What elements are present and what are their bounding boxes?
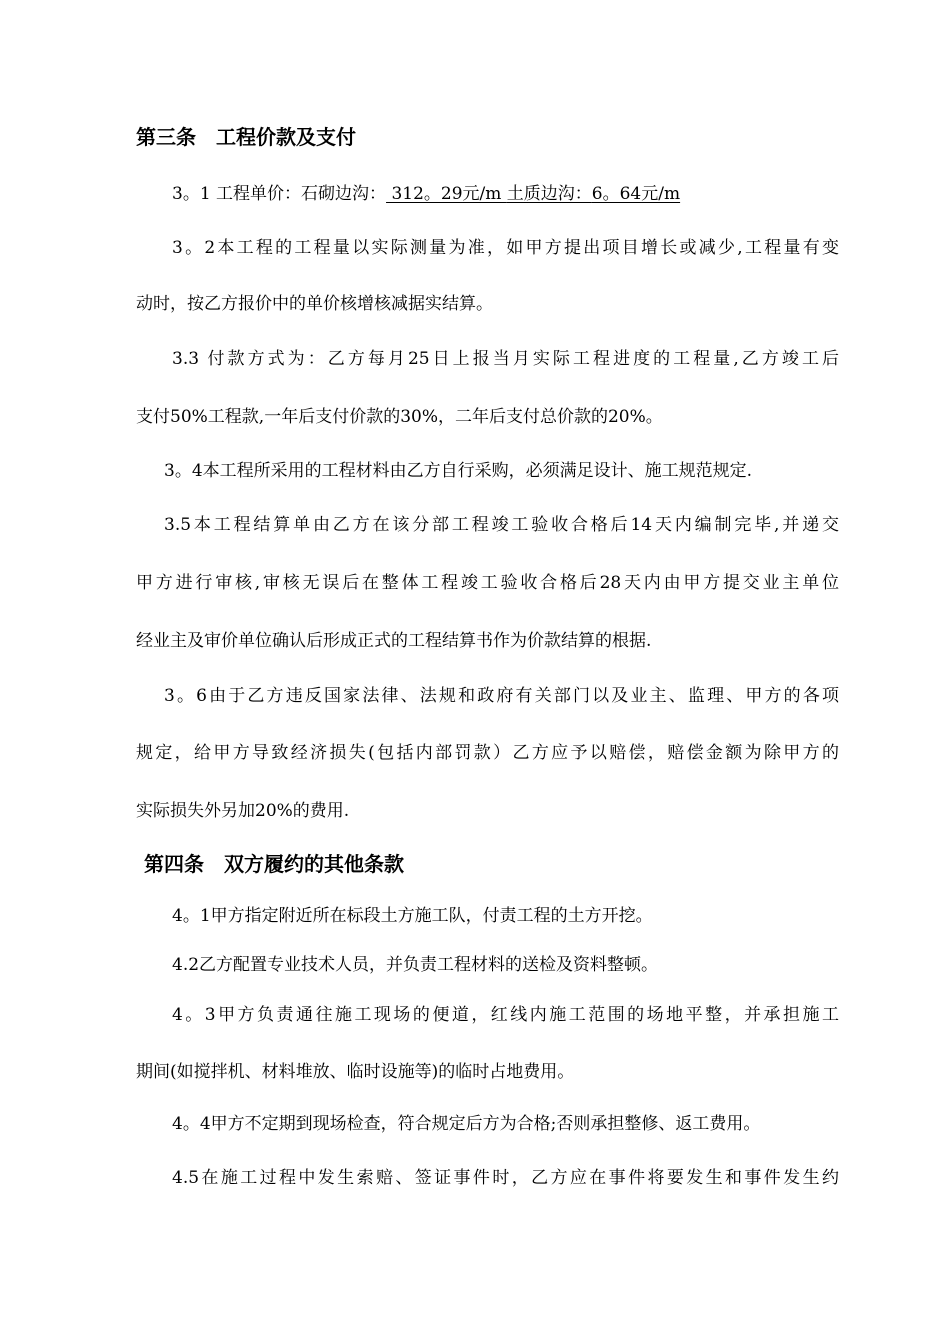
clause-3-1 [172, 183, 680, 205]
clause-4-1: 4。1甲方指定附近所在标段土方施工队，付责工程的土方开挖。 [172, 906, 653, 926]
clause-3-3-line-1: 3.3 付款方式为：乙方每月25日上报当月实际工程进度的工程量,乙方竣工后 [172, 349, 839, 369]
clause-3-6-line-2: 规定，给甲方导致经济损失(包括内部罚款）乙方应予以赔偿，赔偿金额为除甲方的 [136, 743, 839, 763]
clause-4-5-line-1: 4.5在施工过程中发生索赔、签证事件时，乙方应在事件将要发生和事件发生约 [172, 1168, 839, 1188]
clause-3-1-prefix: 3。1 工程单价：石砌边沟： [172, 184, 387, 204]
clause-4-4: 4。4甲方不定期到现场检查，符合规定后方为合格;否则承担整修、返工费用。 [172, 1114, 761, 1134]
clause-3-1-mid: 土质边沟： [506, 184, 592, 204]
clause-3-2-line-2: 动时，按乙方报价中的单价核增核减据实结算。 [136, 294, 493, 314]
clause-3-4: 3。4本工程所采用的工程材料由乙方自行采购，必须满足设计、施工规范规定. [164, 461, 753, 481]
clause-3-5-line-3: 经业主及审价单位确认后形成正式的工程结算书作为价款结算的根据. [136, 631, 652, 651]
clause-3-3-line-2: 支付50%工程款,一年后支付价款的30%，二年后支付总价款的20%。 [136, 407, 663, 427]
soil-ditch-price: 6。64元/m [591, 184, 681, 204]
section-3-title: 第三条 工程价款及支付 [136, 125, 356, 149]
clause-3-2-line-1: 3。2本工程的工程量以实际测量为准，如甲方提出项目增长或减少,工程量有变 [172, 238, 839, 258]
clause-3-6-line-1: 3。6由于乙方违反国家法律、法规和政府有关部门以及业主、监理、甲方的各项 [164, 686, 839, 706]
clause-4-3-line-2: 期间(如搅拌机、材料堆放、临时设施等)的临时占地费用。 [136, 1062, 575, 1082]
clause-4-3-line-1: 4。3甲方负责通往施工现场的便道，红线内施工范围的场地平整，并承担施工 [172, 1005, 839, 1025]
section-4-title: 第四条 双方履约的其他条款 [144, 852, 404, 876]
clause-3-5-line-2: 甲方进行审核,审核无误后在整体工程竣工验收合格后28天内由甲方提交业主单位 [136, 573, 839, 593]
stone-ditch-price: 312。29元/m [386, 184, 507, 204]
clause-3-5-line-1: 3.5本工程结算单由乙方在该分部工程竣工验收合格后14天内编制完毕,并递交 [164, 515, 839, 535]
clause-3-6-line-3: 实际损失外另加20%的费用. [136, 801, 350, 821]
clause-4-2: 4.2乙方配置专业技术人员，并负责工程材料的送检及资料整顿。 [172, 955, 659, 975]
